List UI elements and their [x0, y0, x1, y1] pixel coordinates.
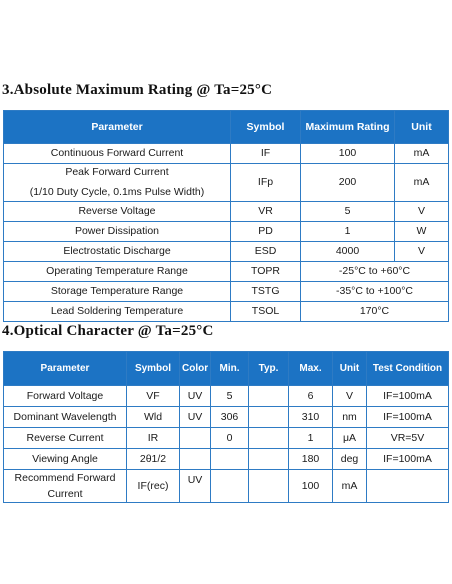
cell-parameter-line2: (1/10 Duty Cycle, 0.1ms Pulse Width) — [29, 186, 205, 198]
cell-rating-range: 170°C — [301, 302, 449, 322]
cell-parameter: Forward Voltage — [4, 386, 127, 407]
cell-min — [211, 449, 249, 470]
table-header-row — [4, 352, 449, 386]
cell-symbol: PD — [231, 222, 301, 242]
cell-rating: 1 — [301, 222, 395, 242]
cell-parameter: Lead Soldering Temperature — [4, 302, 231, 322]
table-row — [4, 386, 449, 407]
cell-unit: W — [395, 222, 449, 242]
cell-max: 100 — [289, 470, 333, 503]
cell-parameter: Continuous Forward Current — [4, 144, 231, 164]
cell-color: UV — [180, 470, 211, 503]
header-parameter: Parameter — [4, 111, 231, 144]
table-row — [4, 449, 449, 470]
header-test-condition: Test Condition — [367, 352, 449, 386]
header-min: Min. — [211, 352, 249, 386]
cell-condition: IF=100mA — [367, 407, 449, 428]
cell-symbol: IR — [127, 428, 180, 449]
table-row — [4, 428, 449, 449]
table-header-row — [4, 111, 449, 144]
cell-typ — [249, 449, 289, 470]
cell-symbol: TOPR — [231, 262, 301, 282]
cell-parameter: Reverse Voltage — [4, 202, 231, 222]
cell-symbol: ESD — [231, 242, 301, 262]
cell-min: 0 — [211, 428, 249, 449]
cell-condition — [367, 470, 449, 503]
header-max: Max. — [289, 352, 333, 386]
cell-color — [180, 449, 211, 470]
cell-color: UV — [180, 386, 211, 407]
table-row — [4, 164, 449, 202]
cell-rating-range: -25°C to +60°C — [301, 262, 449, 282]
cell-rating-range: -35°C to +100°C — [301, 282, 449, 302]
cell-parameter: Viewing Angle — [4, 449, 127, 470]
optical-character-table — [3, 351, 449, 503]
cell-symbol: IF(rec) — [127, 470, 180, 503]
cell-rating: 4000 — [301, 242, 395, 262]
table-row — [4, 202, 449, 222]
cell-parameter — [4, 164, 231, 202]
cell-parameter-line1: Peak Forward Current — [65, 166, 169, 178]
header-symbol: Symbol — [127, 352, 180, 386]
cell-symbol: TSOL — [231, 302, 301, 322]
cell-symbol: VF — [127, 386, 180, 407]
header-parameter: Parameter — [4, 352, 127, 386]
cell-parameter: Electrostatic Discharge — [4, 242, 231, 262]
cell-symbol: VR — [231, 202, 301, 222]
table-row — [4, 242, 449, 262]
cell-typ — [249, 407, 289, 428]
cell-max: 180 — [289, 449, 333, 470]
table-row — [4, 222, 449, 242]
cell-unit: V — [395, 202, 449, 222]
cell-parameter: Storage Temperature Range — [4, 282, 231, 302]
table-row — [4, 262, 449, 282]
cell-max: 1 — [289, 428, 333, 449]
cell-parameter — [4, 470, 127, 503]
cell-min — [211, 470, 249, 503]
header-typ: Typ. — [249, 352, 289, 386]
cell-max: 310 — [289, 407, 333, 428]
cell-condition: IF=100mA — [367, 386, 449, 407]
cell-condition: VR=5V — [367, 428, 449, 449]
cell-condition: IF=100mA — [367, 449, 449, 470]
cell-symbol: TSTG — [231, 282, 301, 302]
cell-max: 6 — [289, 386, 333, 407]
cell-typ — [249, 386, 289, 407]
cell-min: 5 — [211, 386, 249, 407]
cell-parameter-line2: Current — [47, 487, 83, 500]
table-row — [4, 302, 449, 322]
header-color: Color — [180, 352, 211, 386]
cell-unit: V — [395, 242, 449, 262]
cell-parameter: Dominant Wavelength — [4, 407, 127, 428]
cell-parameter: Operating Temperature Range — [4, 262, 231, 282]
cell-rating: 200 — [301, 164, 395, 202]
cell-unit: nm — [333, 407, 367, 428]
cell-symbol: 2θ1/2 — [127, 449, 180, 470]
cell-unit: mA — [395, 164, 449, 202]
cell-unit: deg — [333, 449, 367, 470]
cell-unit: μA — [333, 428, 367, 449]
cell-parameter: Reverse Current — [4, 428, 127, 449]
header-symbol: Symbol — [231, 111, 301, 144]
table-row — [4, 282, 449, 302]
cell-unit: mA — [333, 470, 367, 503]
table-row — [4, 470, 449, 503]
cell-unit: V — [333, 386, 367, 407]
cell-unit: mA — [395, 144, 449, 164]
cell-typ — [249, 428, 289, 449]
table-row — [4, 407, 449, 428]
cell-typ — [249, 470, 289, 503]
table-row — [4, 144, 449, 164]
section-title-optical-character: 4.Optical Character @ Ta=25°C — [2, 323, 214, 339]
cell-color — [180, 428, 211, 449]
absolute-max-rating-table — [3, 110, 449, 322]
cell-color: UV — [180, 407, 211, 428]
section-title-absolute-max: 3.Absolute Maximum Rating @ Ta=25°C — [2, 82, 273, 98]
header-unit: Unit — [333, 352, 367, 386]
cell-min: 306 — [211, 407, 249, 428]
cell-rating: 5 — [301, 202, 395, 222]
cell-symbol: IFp — [231, 164, 301, 202]
cell-rating: 100 — [301, 144, 395, 164]
cell-parameter: Power Dissipation — [4, 222, 231, 242]
cell-symbol: IF — [231, 144, 301, 164]
cell-symbol: Wld — [127, 407, 180, 428]
header-maximum-rating: Maximum Rating — [301, 111, 395, 144]
cell-parameter-line1: Recommend Forward — [14, 471, 116, 484]
header-unit: Unit — [395, 111, 449, 144]
